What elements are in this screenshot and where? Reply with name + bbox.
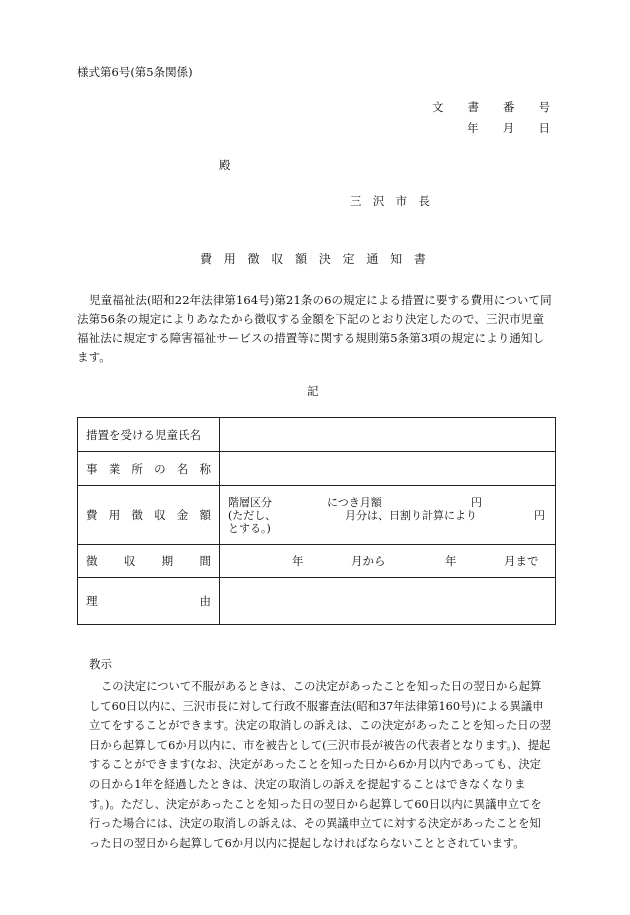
title-char: 決 [318,252,331,266]
issuer-char: 市 [395,194,408,208]
label-char: 費 [86,508,98,522]
label-char: 徴 [131,508,143,522]
label-char: 用 [108,508,121,522]
body-paragraph: 児童福祉法(昭和22年法律第164号)第21条の6の規定による措置に要する費用について同法第56条の規定によりあなたから徴収する金額を下記のとおり決定したので、三沢市児童福祉法に規定する障害福祉サービスの措置等に関する規則第5条第3項の規定により通知します。 [77,293,552,364]
notice-paragraph: この決定について不服があるときは、この決定があったことを知った日の翌日から起算して60日以内に、三沢市長に対して行政不服審査法(昭和37年法律第160号)による異議申立てをすることができます。決定の取消しの訴えは、この決定があったことを知った日の翌日から起算して6か月以内に、市を被告として(三沢市長が被告の代表者となります。)、提起することができます(なお、決定があったことを知った日から6か月以内であっても、決定の日から1年を経過したときは、決定の取消しの訴えを提起することはできなくなります。)。ただし、決定があったことを知った日の翌日から起算して60日以内に異議申立てを行った場合には、決定の取消しの訴えは、その異議申立てに対する決定があったことを知った日の翌日から起算して6か月以内に提起しなければならないこととされています。 [89,680,552,850]
date-char: 日 [538,121,550,135]
title-char: 額 [295,252,308,266]
label-char: 収 [154,508,166,522]
table-row [78,418,556,452]
date-char: 年 [467,121,479,135]
label-char: 徴 [86,554,98,568]
title-char: 徴 [247,252,260,266]
period-month-to: 月まで [504,554,539,568]
label-char: 名 [176,461,189,476]
label-char: 所 [131,461,143,476]
title-char: 収 [271,252,284,266]
doc-number-char: 号 [538,100,550,114]
label-char: 称 [199,461,211,476]
collection-period-label [78,545,220,578]
form-number: 様式第6号(第5条関係) [77,65,193,79]
doc-number-char: 文 [432,100,444,114]
period-month-from: 月から [351,554,386,568]
label-char: の [154,461,166,476]
label-char: 事 [86,461,98,476]
issuer-char: 沢 [372,194,385,208]
table-row [78,578,556,625]
issuer-name [350,193,430,209]
document-date-label [467,120,550,136]
period-year-to: 年 [445,554,457,568]
fee-yen-unit: 円 [471,496,482,509]
fee-yen-unit: 円 [534,509,545,522]
label-char: 理 [86,594,98,608]
fee-proviso-open: (ただし、 [228,509,277,522]
table-row [78,545,556,578]
table-row [78,452,556,486]
fee-details-table [77,417,556,625]
notice-heading: 教示 [89,657,112,671]
doc-number-char: 書 [467,100,479,114]
date-char: 月 [502,121,515,135]
title-char: 書 [413,252,426,266]
document-number-label [432,99,550,115]
label-char: 間 [199,554,211,568]
label-char: 由 [199,594,211,608]
label-char: 収 [123,554,136,568]
fee-proviso-close: とする。) [228,522,271,535]
title-char: 定 [342,252,355,266]
fee-monthly-label: につき月額 [327,496,382,509]
label-char: 金 [176,508,189,522]
recipient-honorific: 殿 [219,158,231,172]
title-char: 用 [223,252,236,266]
fee-prorated-label: 月分は、日割り計算により [345,509,477,522]
child-name-label: 措置を受ける児童氏名 [78,418,220,452]
reason-label [78,578,220,625]
doc-number-char: 番 [503,100,515,114]
label-char: 期 [161,554,174,568]
label-char: 業 [108,461,121,476]
facility-name-label [78,452,220,486]
table-row [78,486,556,545]
issuer-char: 三 [350,194,362,208]
fee-tier-label: 階層区分 [228,496,272,509]
collection-period-value [220,545,556,578]
child-name-value [220,418,556,452]
fee-amount-label [78,486,220,545]
fee-amount-value [220,486,556,545]
reason-value [220,578,556,625]
title-char: 通 [366,252,379,266]
label-char: 額 [199,508,211,522]
ki-heading: 記 [307,384,319,398]
facility-name-value [220,452,556,486]
issuer-char: 長 [418,194,430,208]
document-title [200,250,426,267]
title-char: 知 [390,252,403,266]
period-year-from: 年 [292,554,304,568]
title-char: 費 [200,252,213,266]
